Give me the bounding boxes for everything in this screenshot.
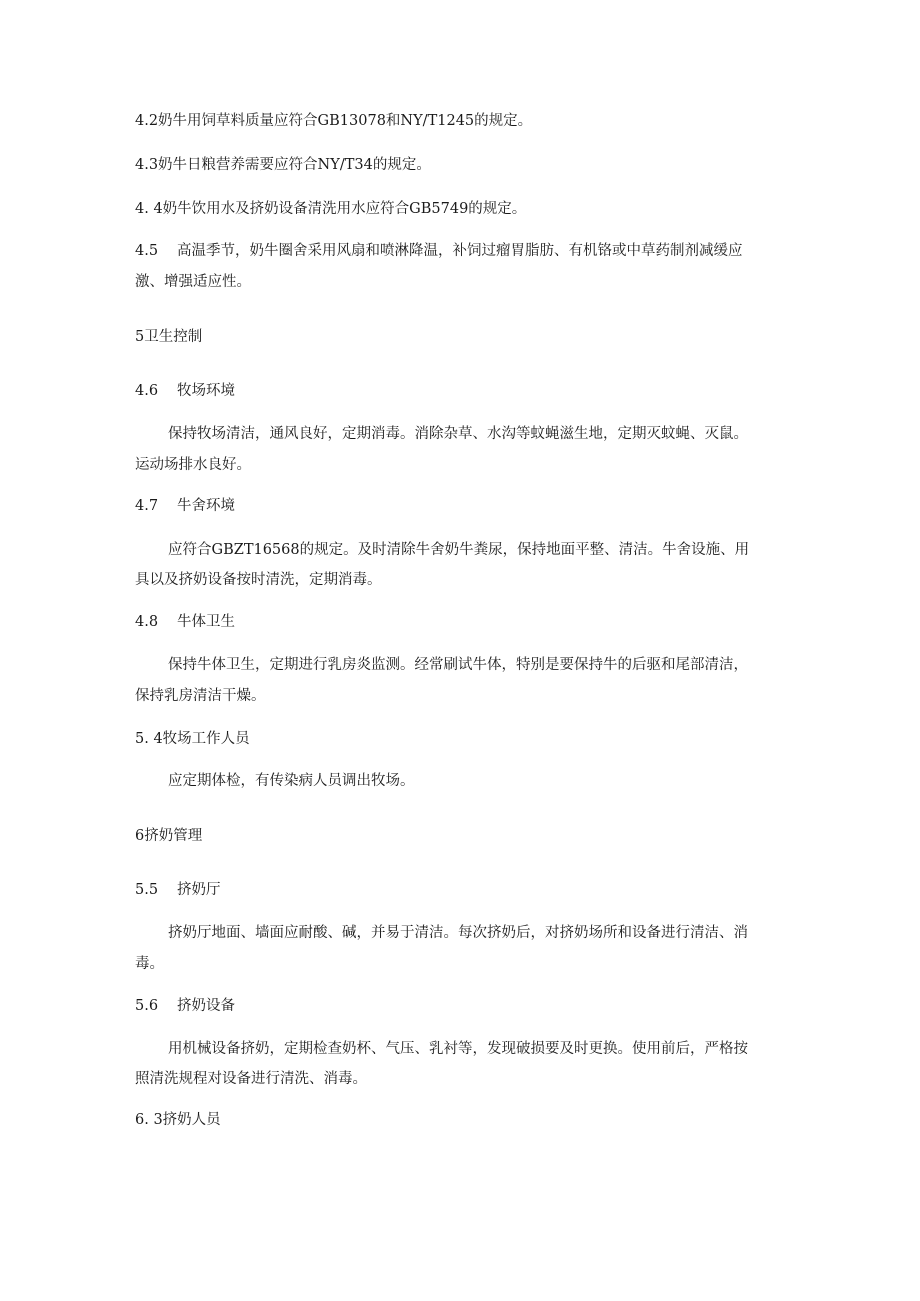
clause-number: 4.8 — [135, 614, 159, 630]
paragraph-line: 应定期体检，有传染病人员调出牧场。 — [168, 773, 415, 789]
clause-4-5-continued: 激、增强适应性。 — [135, 274, 251, 290]
clause-4-6 — [135, 381, 235, 401]
clause-4-5 — [135, 241, 743, 261]
clause-title: 挤奶厅 — [177, 882, 221, 898]
clause-number: 4.6 — [135, 383, 159, 399]
paragraph-line: 应符合GBZT16568的规定。及时清除牛舍奶牛粪尿，保持地面平整、清洁。牛舍设施、用 — [168, 542, 750, 558]
paragraph-line: 具以及挤奶设备按时清洗，定期消毒。 — [135, 572, 382, 588]
paragraph-line: 挤奶厅地面、墙面应耐酸、碱，并易于清洁。每次挤奶后，对挤奶场所和设备进行清洁、消 — [168, 925, 748, 941]
paragraph-line: 运动场排水良好。 — [135, 457, 251, 473]
clause-4-3: 4.3奶牛日粮营养需要应符合NY/T34的规定。 — [135, 157, 431, 173]
paragraph-line: 保持牧场清洁，通风良好，定期消毒。消除杂草、水沟等蚊蝇滋生地，定期灭蚊蝇、灭鼠。 — [168, 426, 748, 442]
clause-5-6 — [135, 996, 235, 1016]
clause-4-4: 4. 4奶牛饮用水及挤奶设备清洗用水应符合GB5749的规定。 — [135, 201, 527, 217]
clause-title: 牛舍环境 — [177, 498, 235, 514]
section-heading-6: 6挤奶管理 — [135, 828, 203, 844]
clause-4-2: 4.2奶牛用饲草料质量应符合GB13078和NY/T1245的规定。 — [135, 113, 533, 129]
clause-number: 5.5 — [135, 882, 159, 898]
clause-number: 5.6 — [135, 998, 159, 1014]
clause-number: 4.7 — [135, 498, 159, 514]
clause-5-5 — [135, 880, 221, 900]
clause-4-8 — [135, 612, 235, 632]
paragraph-line: 保持牛体卫生，定期进行乳房炎监测。经常刷试牛体，特别是要保持牛的后驱和尾部清洁， — [168, 657, 748, 673]
clause-text: 高温季节，奶牛圈舍采用风扇和喷淋降温，补饲过瘤胃脂肪、有机铬或中草药制剂减缓应 — [177, 243, 743, 259]
clause-title: 牛体卫生 — [177, 614, 235, 630]
clause-number: 4.5 — [135, 243, 159, 259]
clause-5-4: 5. 4牧场工作人员 — [135, 731, 250, 747]
paragraph-line: 保持乳房清洁干燥。 — [135, 688, 266, 704]
section-heading-5: 5卫生控制 — [135, 329, 203, 345]
clause-6-3: 6. 3挤奶人员 — [135, 1112, 221, 1128]
clause-4-7 — [135, 496, 235, 516]
paragraph-line: 用机械设备挤奶，定期检查奶杯、气压、乳衬等，发现破损要及时更换。使用前后，严格按 — [168, 1041, 748, 1057]
paragraph-line: 毒。 — [135, 956, 164, 972]
clause-title: 挤奶设备 — [177, 998, 235, 1014]
paragraph-line: 照清洗规程对设备进行清洗、消毒。 — [135, 1071, 367, 1087]
clause-title: 牧场环境 — [177, 383, 235, 399]
